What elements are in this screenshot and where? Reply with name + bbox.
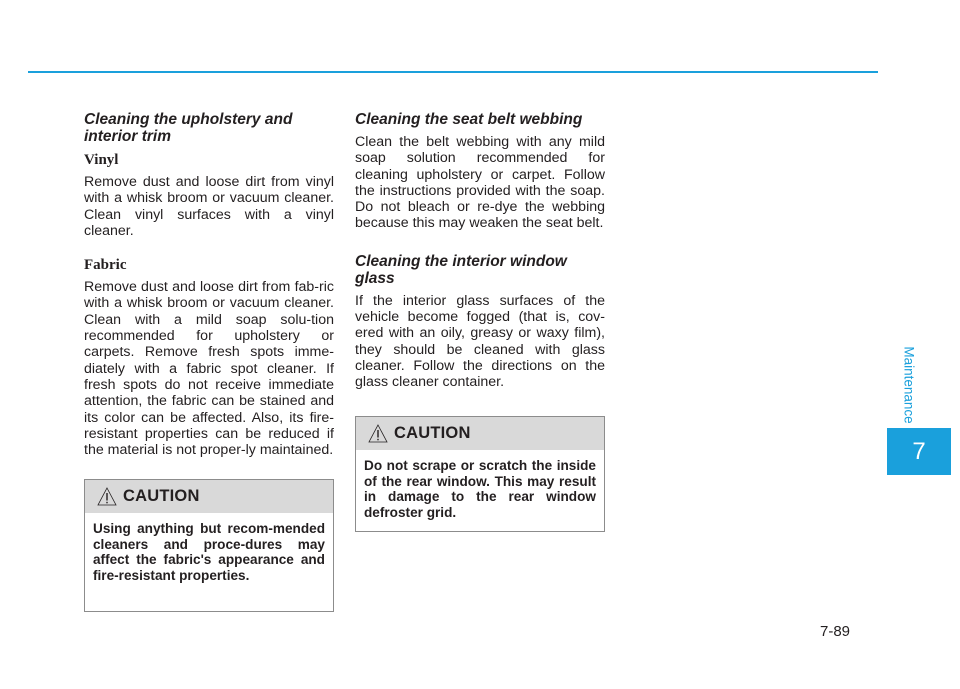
window-caution-box — [355, 416, 605, 532]
section-label: Maintenance — [901, 346, 917, 424]
fabric-heading: Fabric — [84, 257, 127, 274]
window-glass-title: Cleaning the interior window glass — [355, 252, 567, 287]
warning-icon — [368, 424, 388, 444]
seat-belt-text: Clean the belt webbing with any mild soap solution recommended for cleaning upholstery or carpet. Follow the instructions provided with the soap. Do not bleach or re-dye the webbing because this may weaken the seat belt. — [355, 134, 605, 232]
right-column — [355, 111, 605, 391]
chapter-tab — [887, 428, 951, 475]
caution-text: Do not scrape or scratch the inside of the rear window. This may result in damage to the rear window defroster grid. — [364, 458, 596, 520]
warning-icon — [97, 487, 117, 507]
chapter-number: 7 — [912, 437, 926, 465]
caution-header — [85, 480, 333, 513]
fabric-text: Remove dust and loose dirt from fab-ric with a whisk broom or vacuum cleaner. Clean with a mild soap solu-tion recommended for upholstery or carpets. Remove fresh spots imme-diately with a fabric spot cleaner. If fresh spots do not receive immediate attention, the fabric can be stained and its color can be affected. Also, its fire-resistant properties can be reduced if the material is not proper-ly maintained. — [84, 279, 334, 459]
seat-belt-title: Cleaning the seat belt webbing — [355, 111, 583, 128]
caution-label: CAUTION — [394, 424, 471, 442]
caution-header — [356, 417, 604, 450]
vinyl-heading: Vinyl — [84, 152, 119, 168]
caution-label: CAUTION — [123, 487, 200, 505]
caution-text: Using anything but recom-mended cleaners and proce-dures may affect the fabric's appearance and fire-resistant properties. — [93, 521, 325, 583]
page-number: 7-89 — [820, 623, 851, 640]
upholstery-title: Cleaning the upholstery and interior trim — [84, 111, 293, 145]
vinyl-text: Remove dust and loose dirt from vinyl with a whisk broom or vacuum cleaner. Clean vinyl surfaces with a vinyl cleaner. — [84, 174, 334, 239]
section-tab — [897, 340, 921, 430]
header-rule — [28, 71, 878, 73]
window-glass-text: If the interior glass surfaces of the vehicle become fogged (that is, cov-ered with an oily, greasy or waxy film), they should be cleaned with glass cleaner. Follow the directions on the glass cleaner container. — [355, 292, 605, 391]
fabric-caution-box — [84, 479, 334, 612]
left-column — [84, 111, 334, 458]
